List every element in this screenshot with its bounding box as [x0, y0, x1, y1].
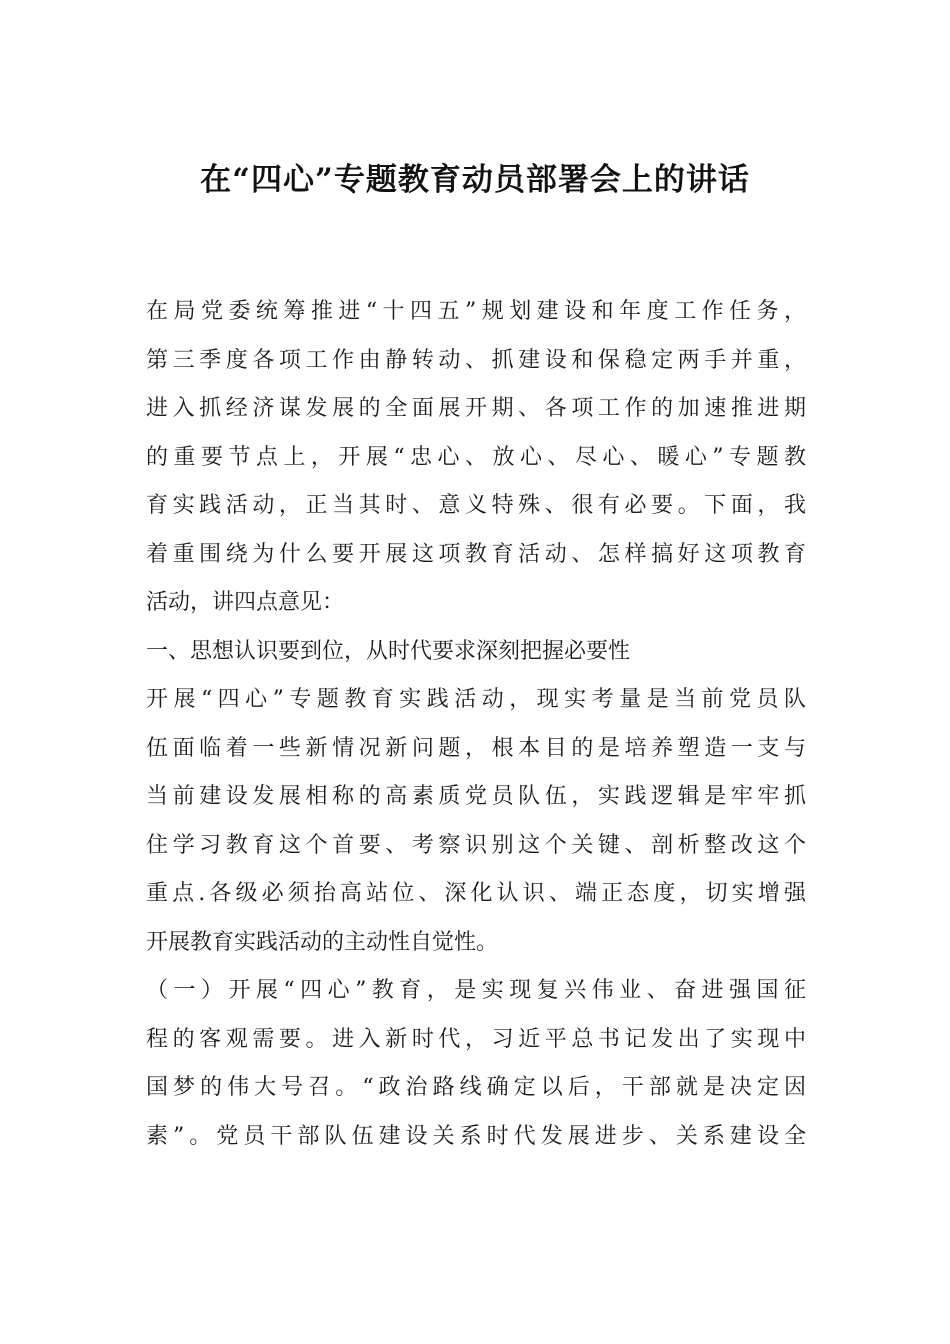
- paragraph-line: 第三季度各项工作由静转动、抓建设和保稳定两手并重，: [146, 347, 806, 373]
- paragraph-line: 在局党委统筹推进“十四五”规划建设和年度工作任务，: [146, 299, 806, 324]
- paragraph-line: 国梦的伟大号召。“政治路线确定以后，干部就是决定因: [146, 1075, 806, 1100]
- document-body: [146, 288, 806, 1161]
- paragraph-line: 程的客观需要。进入新时代，习近平总书记发出了实现中: [146, 1026, 806, 1052]
- paragraph-line: 开展教育实践活动的主动性自觉性。: [146, 929, 499, 955]
- paragraph-line: 住学习教育这个首要、考察识别这个关键、剖析整改这个: [146, 832, 806, 858]
- paragraph-line: 开展“四心”专题教育实践活动，现实考量是当前党员队: [146, 687, 806, 712]
- paragraph-line: 伍面临着一些新情况新问题，根本目的是培养塑造一支与: [146, 735, 806, 761]
- paragraph-line: 重点.各级必须抬高站位、深化认识、端正态度，切实增强: [146, 881, 806, 906]
- paragraph-line: 进入抓经济谋发展的全面展开期、各项工作的加速推进期: [146, 396, 806, 421]
- paragraph-line: 当前建设发展相称的高素质党员队伍，实践逻辑是牢牢抓: [146, 784, 806, 809]
- paragraph-line: 着重围绕为什么要开展这项教育活动、怎样搞好这项教育: [146, 541, 806, 567]
- paragraph-line: 的重要节点上，开展“忠心、放心、尽心、暖心”专题教: [146, 444, 806, 470]
- paragraph-line: （一）开展“四心”教育，是实现复兴伟业、奋进强国征: [146, 978, 806, 1003]
- paragraph-line: 素”。党员干部队伍建设关系时代发展进步、关系建设全: [146, 1123, 806, 1149]
- section-heading: 一、思想认识要到位，从时代要求深刻把握必要性: [146, 638, 631, 664]
- paragraph-line: 育实践活动，正当其时、意义特殊、很有必要。下面，我: [146, 493, 806, 518]
- document-title: 在“四心”专题教育动员部署会上的讲话: [200, 162, 750, 198]
- paragraph-line: 活动，讲四点意见：: [146, 590, 345, 615]
